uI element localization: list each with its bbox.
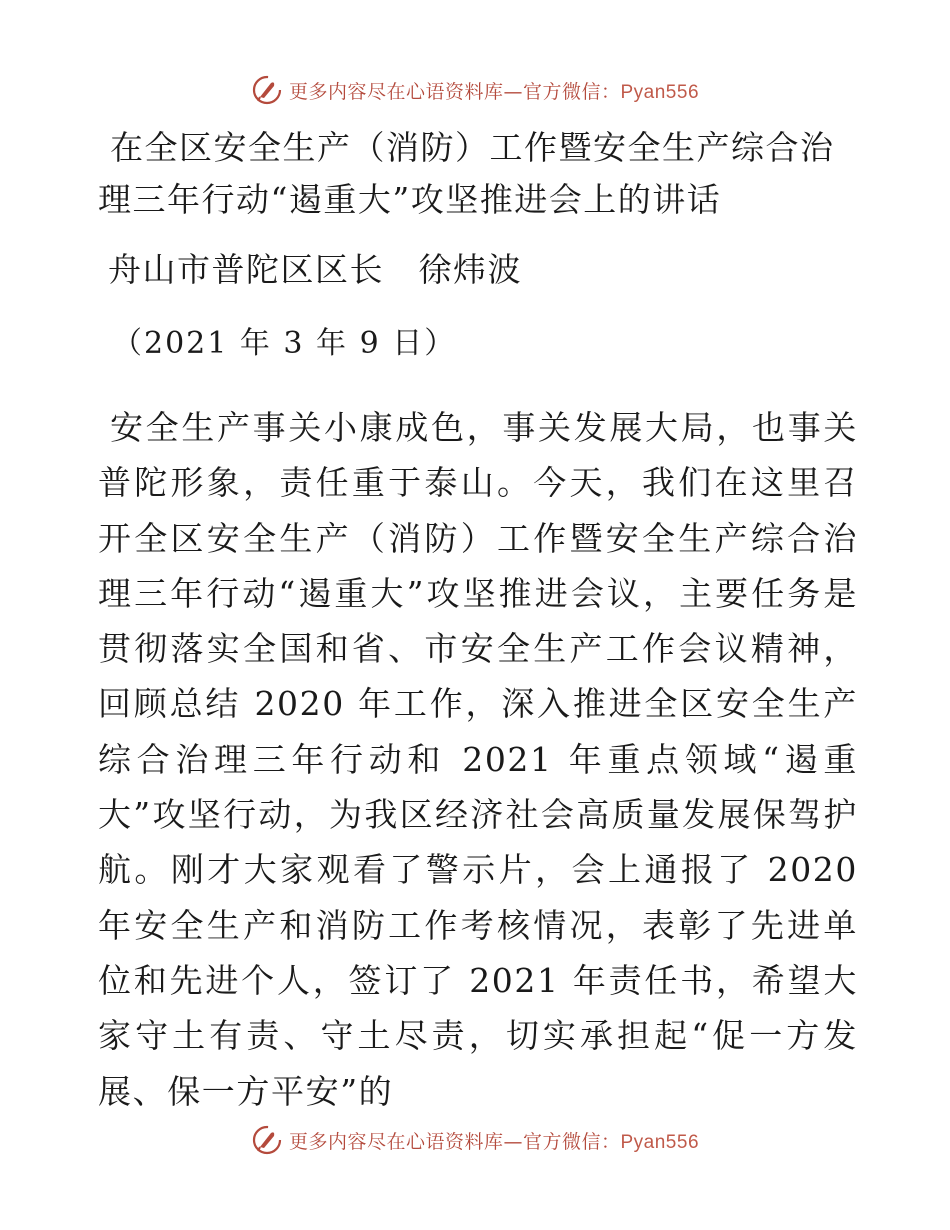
document-title — [98, 122, 858, 226]
watermark-banner-bottom — [0, 1120, 950, 1160]
title-line-1: 在全区安全生产（消防）工作暨安全生产综合治 — [110, 128, 835, 167]
watermark-text: 更多内容尽在心语资料库—官方微信：Pyan556 — [288, 80, 700, 103]
watermark-banner-top — [0, 70, 950, 110]
quill-pen-circle-icon — [251, 74, 283, 106]
body-paragraph: 安全生产事关小康成色，事关发展大局，也事关普陀形象，责任重于泰山。今天，我们在这里召开全区安全生产（消防）工作暨安全生产综合治理三年行动“遏重大”攻坚推进会议，主要任务是贯彻落实全国和省、市安全生产工作会议精神，回顾总结 2020 年工作，深入推进全区安全生产综合治理三年行动和 2021 年重点领域“遏重大”攻坚行动，为我区经济社会高质量发展保驾护航。刚才大家观看了警示片，会上通报了 2020 年安全生产和消防工作考核情况，表彰了先进单位和先进个人，签订了 2021 年责任书，希望大家守土有责、守土尽责，切实承担起“促一方发展、保一方平安”的 — [98, 408, 858, 1111]
author-line: 舟山市普陀区区长 徐炜波 — [108, 250, 522, 289]
title-line-2: 理三年行动“遏重大”攻坚推进会上的讲话 — [98, 180, 722, 219]
document-body — [98, 122, 858, 1119]
watermark-text: 更多内容尽在心语资料库—官方微信：Pyan556 — [288, 1130, 700, 1153]
quill-pen-circle-icon — [251, 1124, 283, 1156]
date-line: （2021 年 3 年 9 日） — [112, 326, 457, 361]
